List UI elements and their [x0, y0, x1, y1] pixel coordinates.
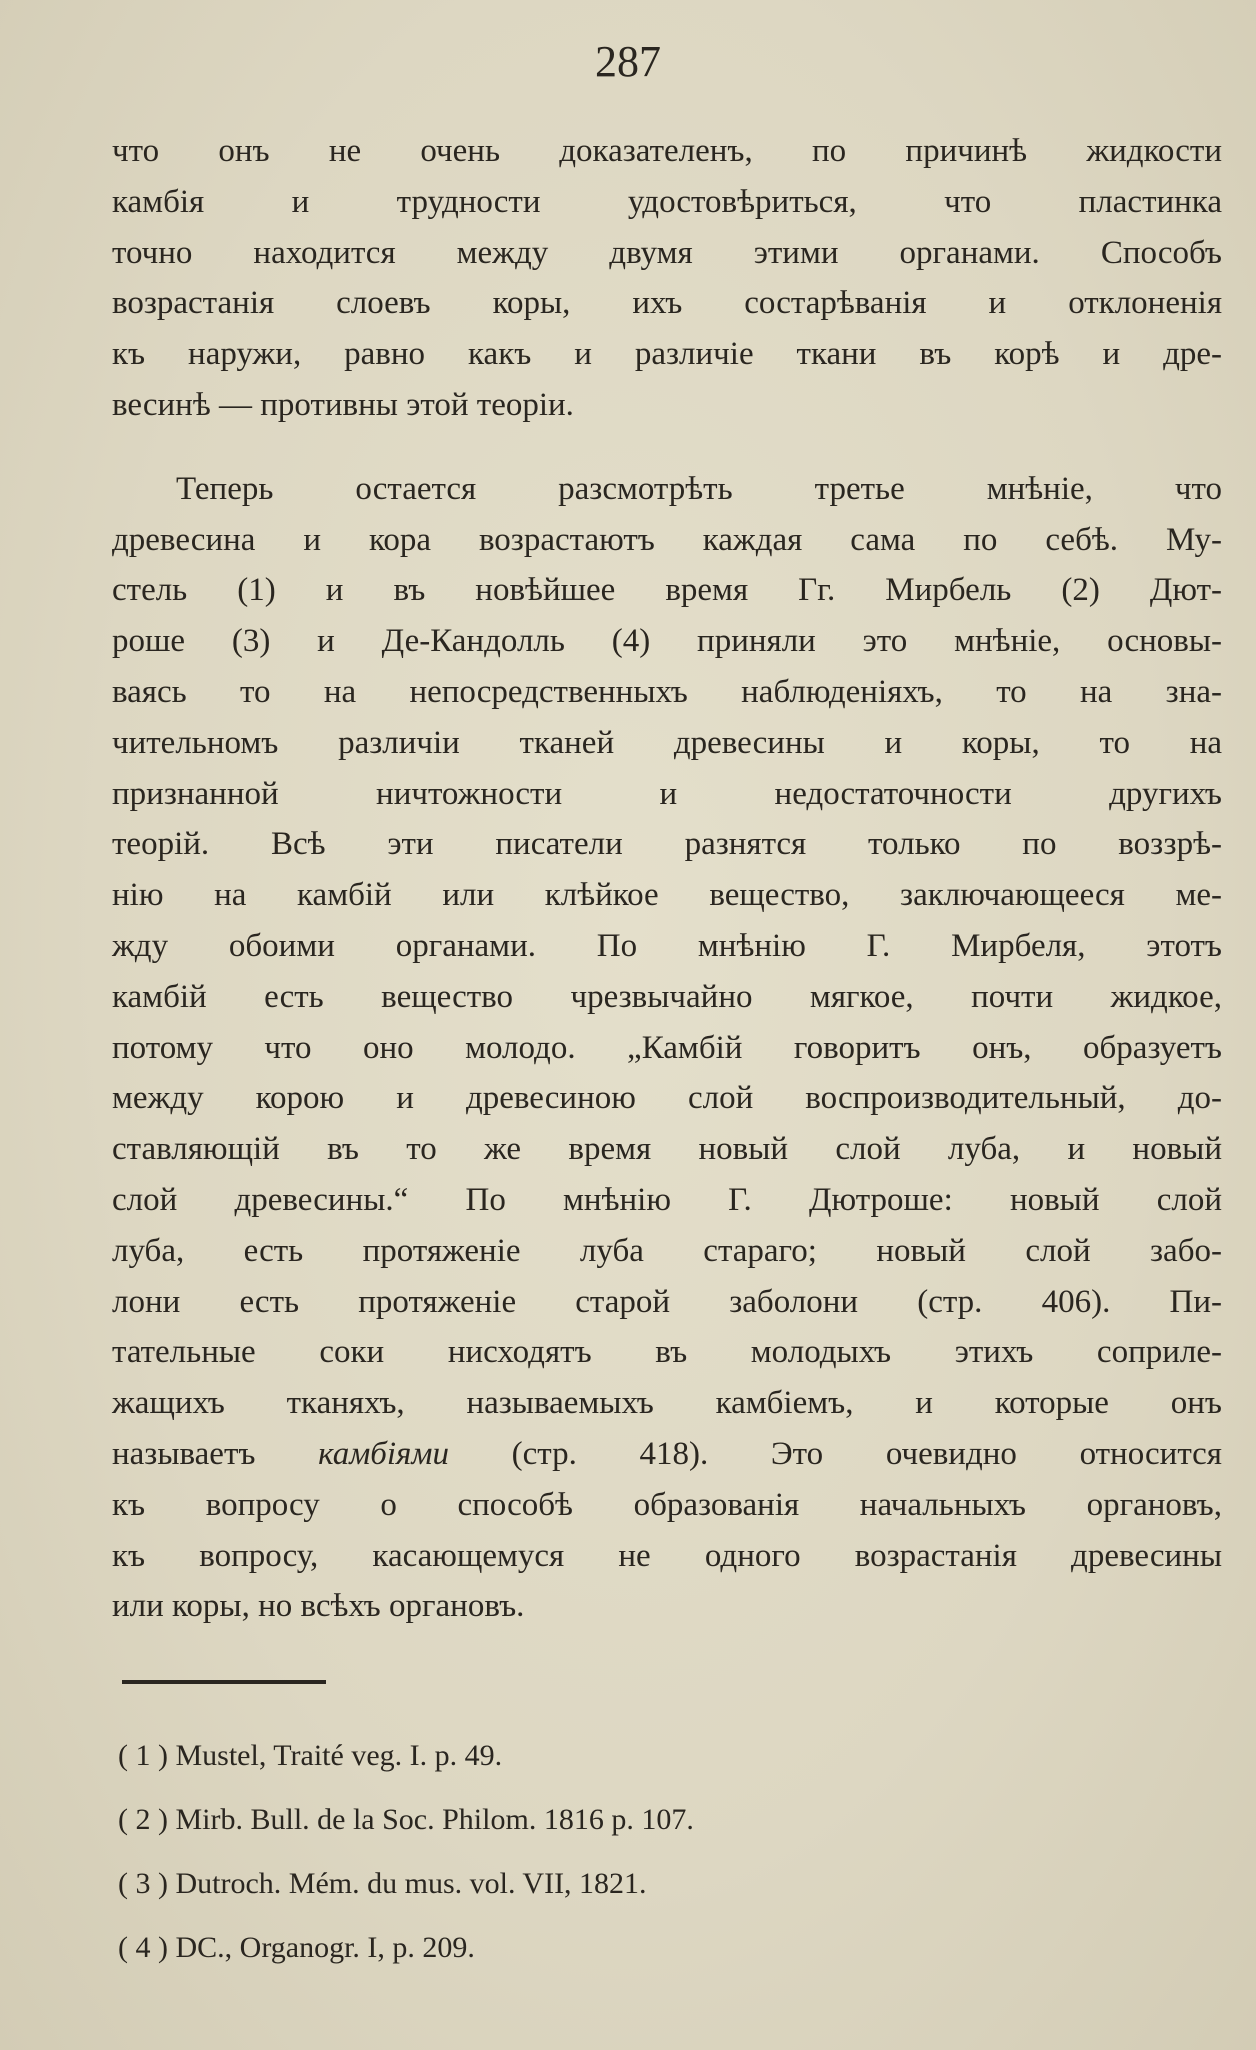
text-line: къ вопросу, касающемуся не одного возрастанія древесины — [112, 1537, 1222, 1574]
text-line: Теперь остается разсмотрѣть третье мнѣніе, что — [176, 470, 1222, 507]
body-text — [112, 126, 1222, 1632]
text-line: возрастанія слоевъ коры, ихъ состарѣванія и отклоненія — [112, 285, 1222, 322]
text-line: что онъ не очень доказателенъ, по причинѣ жидкости — [112, 133, 1222, 169]
footnote-divider — [122, 1680, 326, 1684]
text-line: жду обоими органами. По мнѣнію Г. Мирбеля, этотъ — [112, 927, 1222, 964]
text-line: лони есть протяженіе старой заболони (стр. 406). Пи- — [112, 1283, 1222, 1320]
text-line: потому что оно молодо. „Камбій говоритъ онъ, образуетъ — [112, 1029, 1222, 1066]
text-line: тательные соки нисходятъ въ молодыхъ этихъ соприле- — [112, 1334, 1222, 1371]
text-line: жащихъ тканяхъ, называемыхъ камбіемъ, и которые онъ — [112, 1385, 1222, 1422]
text-line: къ наружи, равно какъ и различіе ткани въ корѣ и дре- — [112, 336, 1222, 373]
text-line: нію на камбій или клѣйкое вещество, заключающееся ме- — [112, 877, 1222, 914]
text-run: называетъ — [112, 1435, 319, 1472]
text-line: древесина и кора возрастаютъ каждая сама по себѣ. Му- — [112, 521, 1222, 558]
text-line: камбія и трудности удостовѣриться, что пластинка — [112, 183, 1222, 220]
text-line: ваясь то на непосредственныхъ наблюденіяхъ, то на зна- — [112, 673, 1222, 710]
text-line: луба, есть протяженіе луба стараго; новый слой забо- — [112, 1232, 1222, 1269]
footnote-1: ( 1 ) Mustel, Traité veg. I. p. 49. — [118, 1739, 503, 1772]
text-line: или коры, но всѣхъ органовъ. — [112, 1588, 525, 1625]
page-number: 287 — [595, 37, 661, 86]
text-line: ставляющій въ то же время новый слой луба, и новый — [112, 1131, 1222, 1168]
footnote-4: ( 4 ) DC., Organogr. I, p. 209. — [118, 1931, 475, 1964]
text-line: роше (3) и Де-Кандолль (4) приняли это мнѣніе, основы- — [112, 623, 1222, 660]
text-line: точно находится между двумя этими органами. Способъ — [112, 234, 1222, 271]
footnote-3: ( 3 ) Dutroch. Mém. du mus. vol. VII, 1821. — [118, 1867, 647, 1900]
text-line: между корою и древесиною слой воспроизводительный, до- — [112, 1080, 1222, 1117]
text-line: слой древесины.“ По мнѣнію Г. Дютроше: новый слой — [112, 1181, 1222, 1218]
footnotes — [118, 1724, 1018, 1980]
text-line: къ вопросу о способѣ образованія начальныхъ органовъ, — [112, 1486, 1222, 1523]
footnote-2: ( 2 ) Mirb. Bull. de la Soc. Philom. 1816 p. 107. — [118, 1803, 694, 1836]
text-line: признанной ничтожности и недостаточности другихъ — [112, 775, 1222, 812]
text-line: камбій есть вещество чрезвычайно мягкое, почти жидкое, — [112, 978, 1222, 1015]
paragraph-1 — [112, 126, 1222, 431]
text-line: стель (1) и въ новѣйшее время Гг. Мирбель (2) Дют- — [112, 572, 1222, 609]
text-line: чительномъ различіи тканей древесины и коры, то на — [112, 724, 1222, 761]
text-line: весинѣ — противны этой теоріи. — [112, 386, 574, 423]
italic-term: камбіями — [318, 1435, 449, 1472]
text-run: (стр. 418). Это очевидно относится — [448, 1435, 1222, 1472]
paragraph-gap — [112, 431, 1222, 464]
paragraph-2 — [112, 464, 1222, 1632]
text-line-with-italic — [112, 1429, 1222, 1480]
text-line: теорій. Всѣ эти писатели разнятся только по воззрѣ- — [112, 826, 1222, 863]
